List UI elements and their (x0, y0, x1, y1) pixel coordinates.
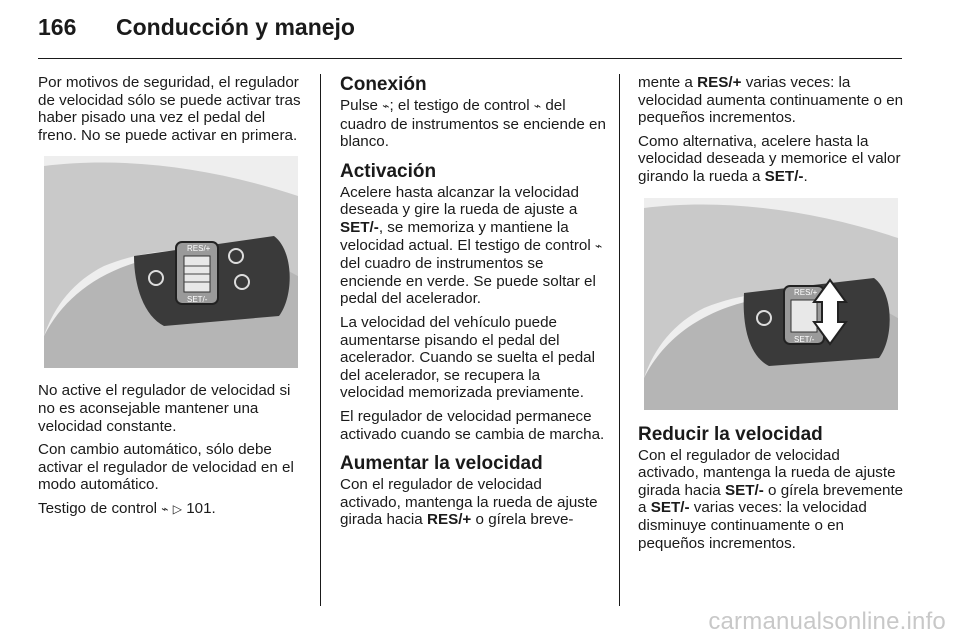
steering-wheel-controls-figure (44, 156, 298, 368)
text: mente a (638, 74, 693, 91)
page-reference-icon: ▷ (172, 501, 182, 516)
text: Como alternativa, acelere hasta la velocidad deseada y memorice el valor girando la rueda a (638, 132, 901, 185)
paragraph (38, 500, 304, 519)
watermark-brand: carmanualsonline.info (708, 608, 946, 635)
cruise-control-icon: ⌁ (533, 99, 542, 113)
paragraph (638, 447, 904, 553)
text: Acelere hasta alcanzar la velocidad deseada y gire la rueda de ajuste a (340, 183, 579, 219)
heading-aumentar: Aumentar la velocidad (340, 453, 543, 475)
res-label: RES/+ (794, 287, 818, 297)
text: o gírela breve- (475, 511, 574, 529)
set-term: SET/- (724, 481, 764, 499)
set-term: SET/- (764, 167, 804, 185)
text: ; el testigo de control (389, 97, 530, 114)
text: varias veces: la velocidad disminuye continuamente o en pequeños incrementos. (638, 499, 867, 552)
cruise-control-icon: ⌁ (594, 238, 603, 253)
set-label: SET/- (794, 334, 815, 344)
set-label: SET/- (187, 295, 208, 305)
text: Testigo de control (38, 499, 158, 517)
page-reference[interactable]: 101. (186, 499, 216, 517)
text: del cuadro de instrumentos se enciende en blanco. (340, 97, 606, 151)
paragraph: La velocidad del vehículo puede aumentarse pisando el pedal del acelerador. Cuando se suelta el pedal del acelerador, se recupera la velocidad memorizada previamente. (340, 313, 595, 402)
paragraph (638, 133, 904, 186)
text: o gírela brevemente a (638, 481, 904, 517)
text: del cuadro de instrumentos se enciende en verde. Se puede soltar el pedal del acelerador. (340, 255, 596, 308)
heading-activacion: Activación (340, 160, 437, 182)
paragraph: Por motivos de seguridad, el regulador de velocidad sólo se puede activar tras haber pisado una vez el pedal del freno. No se puede activar en primera. (38, 74, 301, 144)
res-term: RES/+ (426, 511, 472, 529)
set-term: SET/- (340, 218, 379, 236)
paragraph: Con cambio automático, sólo debe activar el regulador de velocidad en el modo automático. (38, 441, 294, 494)
page-header (38, 14, 355, 50)
text: , se memoriza y mantiene la velocidad actual. El testigo de control (340, 218, 591, 254)
paragraph (638, 74, 904, 127)
paragraph (340, 97, 606, 151)
column-3 (638, 74, 904, 558)
text: varias veces: la velocidad aumenta continuamente o en pequeños incrementos. (638, 74, 904, 127)
column-1 (38, 74, 304, 525)
column-divider (619, 74, 620, 606)
cruise-control-icon: ⌁ (161, 501, 169, 516)
page-number: 166 (38, 14, 77, 40)
text: Con el regulador de velocidad activado, mantenga la rueda de ajuste girada hacia (638, 446, 896, 499)
text: . (803, 167, 808, 185)
paragraph (340, 184, 606, 308)
cruise-control-icon: ⌁ (382, 99, 390, 113)
text: Pulse (340, 97, 378, 114)
header-rule (38, 58, 902, 59)
column-divider (320, 74, 321, 606)
paragraph (340, 476, 606, 529)
text: Con el regulador de velocidad activado, mantenga la rueda de ajuste girada hacia (340, 476, 598, 529)
page-title: Conducción y manejo (116, 14, 355, 40)
res-label: RES/+ (187, 244, 211, 254)
column-2 (340, 74, 606, 535)
paragraph: El regulador de velocidad permanece activado cuando se cambia de marcha. (340, 407, 605, 443)
heading-conexion: Conexión (340, 74, 427, 95)
adjust-wheel-figure (644, 198, 898, 410)
set-term: SET/- (650, 499, 690, 517)
heading-reducir: Reducir la velocidad (638, 423, 823, 445)
paragraph: No active el regulador de velocidad si no es aconsejable mantener una velocidad constante. (38, 382, 291, 435)
res-term: RES/+ (697, 74, 742, 91)
